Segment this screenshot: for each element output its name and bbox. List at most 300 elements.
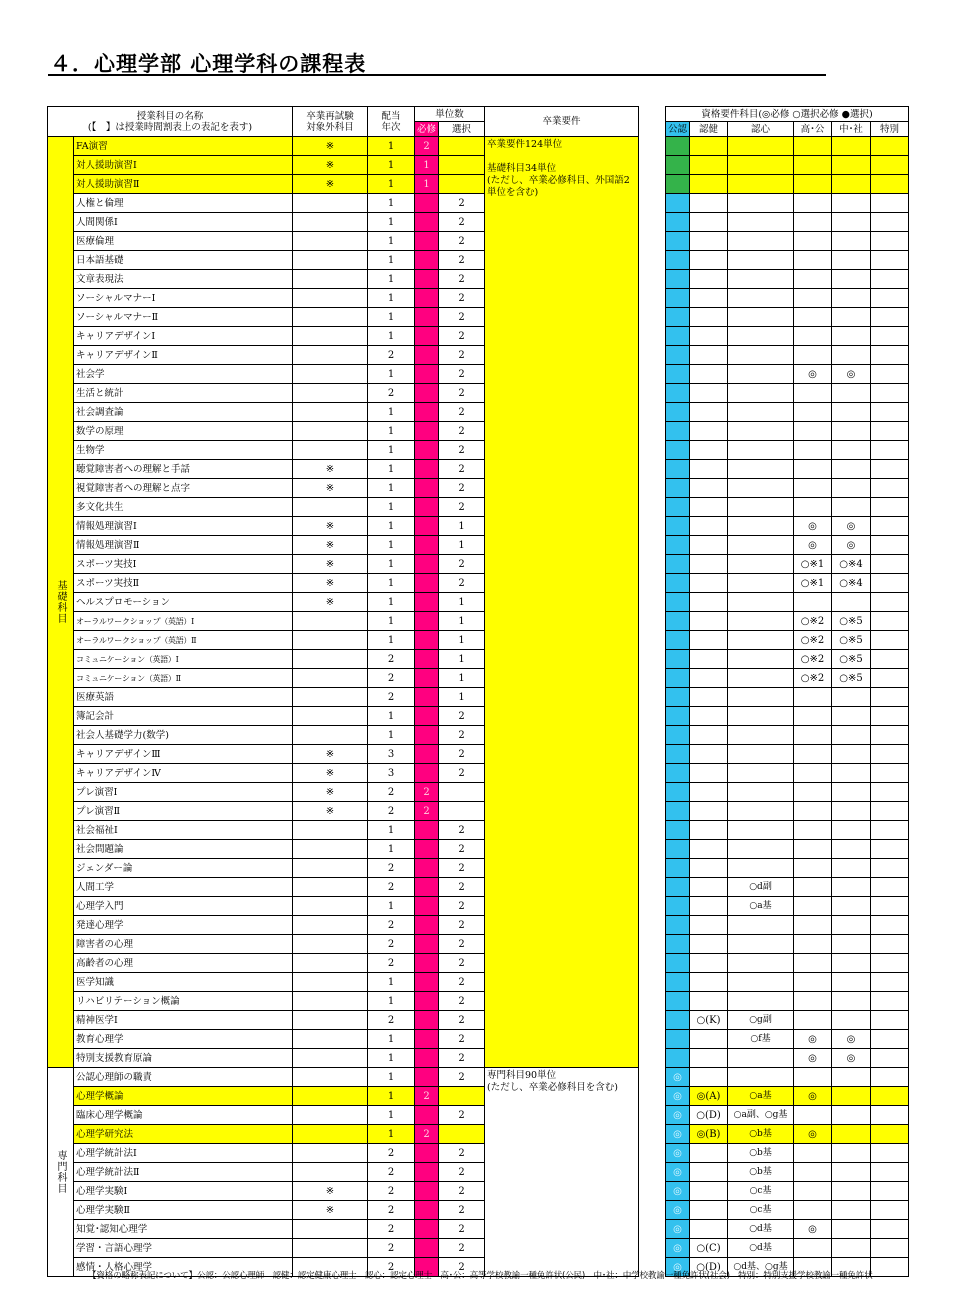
retest-mark <box>293 1220 368 1239</box>
retest-mark <box>293 213 368 232</box>
qual-cell <box>690 859 728 878</box>
year-value: 1 <box>368 422 415 441</box>
elective-credits <box>439 156 485 175</box>
qual-cell <box>728 422 794 441</box>
qual-row <box>666 1201 909 1220</box>
qual-cell <box>871 1182 909 1201</box>
qual-row <box>666 574 909 593</box>
retest-mark <box>293 631 368 650</box>
qual-cell <box>832 973 871 992</box>
required-credits <box>415 498 439 517</box>
qual-cell <box>871 802 909 821</box>
required-credits <box>415 1030 439 1049</box>
qual-cell <box>690 1163 728 1182</box>
qual-cell <box>666 840 690 859</box>
required-credits <box>415 688 439 707</box>
qual-cell <box>871 650 909 669</box>
qual-cell <box>666 479 690 498</box>
qual-cell <box>666 346 690 365</box>
qual-cell <box>666 897 690 916</box>
qual-cell <box>728 574 794 593</box>
qual-cell <box>690 650 728 669</box>
qual-cell <box>690 840 728 859</box>
qual-cell <box>666 650 690 669</box>
header-required: 必修 <box>415 122 439 137</box>
course-name: 対人援助演習Ⅱ <box>74 175 293 194</box>
qual-row <box>666 1239 909 1258</box>
qual-row <box>666 840 909 859</box>
qual-row <box>666 612 909 631</box>
elective-credits: 2 <box>439 403 485 422</box>
qual-cell <box>794 441 832 460</box>
qual-cell <box>871 422 909 441</box>
page-title: ４．心理学部 心理学科の課程表 <box>50 52 367 76</box>
qual-cell: ○d基 <box>728 1239 794 1258</box>
course-name: ヘルスプロモーション <box>74 593 293 612</box>
qual-cell: ◎ <box>666 1163 690 1182</box>
qual-cell <box>690 536 728 555</box>
qual-row <box>666 1049 909 1068</box>
qual-cell: ○a基 <box>728 1087 794 1106</box>
qual-cell <box>690 175 728 194</box>
qual-cell <box>690 574 728 593</box>
qual-cell <box>690 954 728 973</box>
qual-cell <box>690 384 728 403</box>
qual-cell <box>832 764 871 783</box>
year-value: 1 <box>368 308 415 327</box>
qual-cell: ○(C) <box>690 1239 728 1258</box>
required-credits <box>415 1106 439 1125</box>
qual-cell <box>666 270 690 289</box>
elective-credits: 2 <box>439 1011 485 1030</box>
course-name: FA演習 <box>74 137 293 156</box>
retest-mark: ※ <box>293 574 368 593</box>
course-name: プレ演習Ⅱ <box>74 802 293 821</box>
qual-cell <box>794 707 832 726</box>
title-underline <box>48 74 826 76</box>
qual-row <box>666 669 909 688</box>
course-name: 知覚･認知心理学 <box>74 1220 293 1239</box>
required-credits: 1 <box>415 175 439 194</box>
retest-mark: ※ <box>293 517 368 536</box>
retest-mark <box>293 270 368 289</box>
qual-cell <box>871 251 909 270</box>
qual-cell <box>690 783 728 802</box>
qual-cell <box>794 897 832 916</box>
elective-credits <box>439 1125 485 1144</box>
retest-mark: ※ <box>293 137 368 156</box>
qual-cell <box>871 1144 909 1163</box>
course-name: 生活と統計 <box>74 384 293 403</box>
qual-row <box>666 764 909 783</box>
elective-credits: 2 <box>439 479 485 498</box>
required-credits <box>415 1201 439 1220</box>
qual-cell <box>794 726 832 745</box>
qual-cell <box>690 1220 728 1239</box>
elective-credits: 2 <box>439 365 485 384</box>
course-name: キャリアデザインⅡ <box>74 346 293 365</box>
qual-cell <box>690 517 728 536</box>
qual-cell <box>690 1201 728 1220</box>
course-name: 生物学 <box>74 441 293 460</box>
qual-cell <box>690 764 728 783</box>
qual-cell <box>666 517 690 536</box>
qual-row <box>666 916 909 935</box>
qual-cell <box>871 1030 909 1049</box>
qual-cell <box>728 840 794 859</box>
qual-cell <box>871 745 909 764</box>
course-name: 人間関係Ⅰ <box>74 213 293 232</box>
year-value: 2 <box>368 878 415 897</box>
elective-credits: 2 <box>439 1220 485 1239</box>
qual-cell <box>871 1258 909 1277</box>
course-name: 数学の原理 <box>74 422 293 441</box>
qual-cell: ○g副 <box>728 1011 794 1030</box>
course-name: オーラルワークショップ（英語）Ⅰ <box>74 612 293 631</box>
retest-mark <box>293 498 368 517</box>
year-value: 1 <box>368 992 415 1011</box>
qual-cell <box>666 422 690 441</box>
qual-cell: ○※5 <box>832 650 871 669</box>
course-name: 文章表現法 <box>74 270 293 289</box>
elective-credits: 2 <box>439 308 485 327</box>
qual-cell <box>690 1144 728 1163</box>
year-value: 3 <box>368 764 415 783</box>
elective-credits: 2 <box>439 745 485 764</box>
qual-cell <box>728 270 794 289</box>
qual-cell <box>832 194 871 213</box>
required-credits <box>415 517 439 536</box>
course-name: コミュニケーション（英語）Ⅰ <box>74 650 293 669</box>
course-name: リハビリテーション概論 <box>74 992 293 1011</box>
qual-cell <box>728 327 794 346</box>
qual-cell <box>728 821 794 840</box>
qual-cell <box>690 479 728 498</box>
year-value: 1 <box>368 593 415 612</box>
retest-mark <box>293 1011 368 1030</box>
qual-cell <box>690 156 728 175</box>
retest-mark <box>293 422 368 441</box>
year-value: 1 <box>368 441 415 460</box>
elective-credits: 2 <box>439 1201 485 1220</box>
qual-cell: ○b基 <box>728 1163 794 1182</box>
course-name: 社会人基礎学力(数学) <box>74 726 293 745</box>
qual-cell <box>832 1125 871 1144</box>
qual-cell <box>832 156 871 175</box>
required-credits <box>415 1011 439 1030</box>
course-name: 視覚障害者への理解と点字 <box>74 479 293 498</box>
elective-credits: 1 <box>439 517 485 536</box>
header-elective: 選択 <box>439 122 485 137</box>
elective-credits: 2 <box>439 1106 485 1125</box>
qual-cell <box>728 365 794 384</box>
elective-credits: 2 <box>439 422 485 441</box>
grad-requirement-major: 専門科目90単位 (ただし、卒業必修科目を含む) <box>485 1068 639 1277</box>
retest-mark <box>293 878 368 897</box>
qual-cell <box>666 593 690 612</box>
qual-row <box>666 270 909 289</box>
qual-cell <box>666 669 690 688</box>
qual-cell <box>794 992 832 1011</box>
elective-credits: 1 <box>439 688 485 707</box>
qual-cell <box>794 821 832 840</box>
year-value: 1 <box>368 821 415 840</box>
elective-credits: 2 <box>439 935 485 954</box>
qual-cell <box>690 251 728 270</box>
elective-credits: 2 <box>439 384 485 403</box>
qual-cell: ○※4 <box>832 555 871 574</box>
course-name: ジェンダー論 <box>74 859 293 878</box>
required-credits <box>415 308 439 327</box>
qual-cell <box>794 802 832 821</box>
qual-cell <box>728 1049 794 1068</box>
qual-cell <box>728 783 794 802</box>
qual-cell <box>871 346 909 365</box>
qual-cell <box>871 137 909 156</box>
qual-cell <box>871 764 909 783</box>
qual-cell <box>871 859 909 878</box>
qual-cell <box>794 403 832 422</box>
retest-mark <box>293 897 368 916</box>
qual-cell <box>728 745 794 764</box>
qual-cell <box>871 783 909 802</box>
required-credits <box>415 631 439 650</box>
required-credits <box>415 403 439 422</box>
qual-cell <box>794 935 832 954</box>
elective-credits: 2 <box>439 1182 485 1201</box>
required-credits <box>415 612 439 631</box>
required-credits <box>415 726 439 745</box>
qual-cell <box>666 878 690 897</box>
qual-cell: ◎ <box>794 1087 832 1106</box>
qual-cell: ○(D) <box>690 1258 728 1277</box>
qual-row <box>666 859 909 878</box>
retest-mark <box>293 859 368 878</box>
qual-cell: ○(D) <box>690 1106 728 1125</box>
qual-cell <box>871 593 909 612</box>
year-value: 1 <box>368 213 415 232</box>
required-credits <box>415 289 439 308</box>
qual-cell <box>832 726 871 745</box>
qual-cell <box>871 916 909 935</box>
qual-cell <box>794 1011 832 1030</box>
course-name: オーラルワークショップ（英語）Ⅱ <box>74 631 293 650</box>
qual-cell <box>794 232 832 251</box>
year-value: 1 <box>368 194 415 213</box>
retest-mark <box>293 365 368 384</box>
qual-cell <box>690 688 728 707</box>
elective-credits: 2 <box>439 821 485 840</box>
course-name: 人間工学 <box>74 878 293 897</box>
qual-cell <box>728 802 794 821</box>
course-name: 多文化共生 <box>74 498 293 517</box>
year-value: 1 <box>368 1068 415 1087</box>
year-value: 1 <box>368 726 415 745</box>
qual-cell: ○a副、○g基 <box>728 1106 794 1125</box>
course-name: 医療英語 <box>74 688 293 707</box>
qual-cell: ◎ <box>666 1106 690 1125</box>
qual-cell: ◎ <box>794 536 832 555</box>
qual-row <box>666 745 909 764</box>
qual-cell <box>690 194 728 213</box>
qual-cell <box>728 289 794 308</box>
retest-mark: ※ <box>293 593 368 612</box>
qual-cell <box>666 992 690 1011</box>
qual-row <box>666 992 909 1011</box>
course-name: 臨床心理学概論 <box>74 1106 293 1125</box>
header-qual-2: 認心 <box>728 122 794 137</box>
qual-cell <box>832 1163 871 1182</box>
qual-cell: ○※5 <box>832 631 871 650</box>
table-row <box>48 1068 639 1087</box>
qual-row <box>666 973 909 992</box>
qual-cell: ◎ <box>832 1049 871 1068</box>
qual-row <box>666 403 909 422</box>
year-value: 1 <box>368 555 415 574</box>
course-name: 医学知識 <box>74 973 293 992</box>
course-name: 心理学実験Ⅰ <box>74 1182 293 1201</box>
qual-row <box>666 1011 909 1030</box>
qual-cell <box>832 916 871 935</box>
qual-cell <box>794 1201 832 1220</box>
required-credits <box>415 1068 439 1087</box>
qual-cell <box>728 498 794 517</box>
course-name: スポーツ実技Ⅱ <box>74 574 293 593</box>
header-credits: 単位数 <box>415 107 485 122</box>
qual-cell <box>666 1011 690 1030</box>
required-credits <box>415 327 439 346</box>
year-value: 1 <box>368 1049 415 1068</box>
qual-cell <box>666 232 690 251</box>
qual-row <box>666 156 909 175</box>
retest-mark: ※ <box>293 1182 368 1201</box>
required-credits <box>415 441 439 460</box>
qual-cell <box>871 992 909 1011</box>
year-value: 2 <box>368 1144 415 1163</box>
qual-cell <box>794 1144 832 1163</box>
qual-cell <box>666 802 690 821</box>
qual-cell <box>666 916 690 935</box>
year-value: 2 <box>368 669 415 688</box>
course-name: 社会福祉Ⅰ <box>74 821 293 840</box>
course-name: キャリアデザインⅣ <box>74 764 293 783</box>
year-value: 1 <box>368 840 415 859</box>
qual-cell <box>728 213 794 232</box>
retest-mark <box>293 669 368 688</box>
required-credits <box>415 574 439 593</box>
retest-mark <box>293 916 368 935</box>
retest-mark <box>293 327 368 346</box>
qual-cell <box>690 422 728 441</box>
qual-cell <box>728 555 794 574</box>
elective-credits: 2 <box>439 840 485 859</box>
required-credits: 2 <box>415 1125 439 1144</box>
required-credits <box>415 916 439 935</box>
qual-cell <box>832 688 871 707</box>
retest-mark <box>293 441 368 460</box>
qual-cell <box>832 479 871 498</box>
qual-cell <box>690 270 728 289</box>
required-credits <box>415 1220 439 1239</box>
qual-cell <box>832 1144 871 1163</box>
elective-credits: 2 <box>439 232 485 251</box>
qual-cell <box>794 859 832 878</box>
required-credits <box>415 764 439 783</box>
required-credits: 2 <box>415 783 439 802</box>
required-credits <box>415 1163 439 1182</box>
qual-cell <box>871 384 909 403</box>
qual-cell: ○d基 <box>728 1220 794 1239</box>
qual-cell: ◎ <box>832 365 871 384</box>
required-credits <box>415 650 439 669</box>
course-name: 心理学研究法 <box>74 1125 293 1144</box>
qual-cell: ◎ <box>666 1125 690 1144</box>
qual-cell <box>871 1087 909 1106</box>
qual-cell <box>728 479 794 498</box>
qual-cell <box>794 175 832 194</box>
qual-cell <box>832 1201 871 1220</box>
qual-cell <box>666 137 690 156</box>
retest-mark <box>293 1106 368 1125</box>
course-name: 社会調査論 <box>74 403 293 422</box>
qual-row <box>666 365 909 384</box>
qual-cell <box>794 745 832 764</box>
qual-cell <box>794 251 832 270</box>
elective-credits: 2 <box>439 707 485 726</box>
qual-cell <box>690 441 728 460</box>
elective-credits: 2 <box>439 1163 485 1182</box>
qual-cell <box>794 156 832 175</box>
qual-cell: ○d基、○g基 <box>728 1258 794 1277</box>
year-value: 1 <box>368 289 415 308</box>
retest-mark: ※ <box>293 479 368 498</box>
required-credits <box>415 365 439 384</box>
retest-mark <box>293 384 368 403</box>
retest-mark <box>293 973 368 992</box>
year-value: 2 <box>368 916 415 935</box>
qual-cell <box>871 954 909 973</box>
qual-cell <box>794 270 832 289</box>
qual-row <box>666 1030 909 1049</box>
elective-credits: 1 <box>439 650 485 669</box>
qual-cell <box>690 346 728 365</box>
year-value: 1 <box>368 232 415 251</box>
qual-cell: ◎ <box>666 1144 690 1163</box>
qual-cell <box>666 441 690 460</box>
qual-cell <box>794 916 832 935</box>
course-name: 心理学統計法Ⅰ <box>74 1144 293 1163</box>
qual-cell <box>794 460 832 479</box>
qual-cell <box>871 175 909 194</box>
qual-cell <box>794 764 832 783</box>
qual-cell <box>666 289 690 308</box>
qual-cell <box>871 688 909 707</box>
elective-credits: 2 <box>439 764 485 783</box>
qual-cell <box>728 916 794 935</box>
qual-cell <box>690 593 728 612</box>
qual-cell: ○b基 <box>728 1144 794 1163</box>
header-qual-1: 認健 <box>690 122 728 137</box>
retest-mark <box>293 726 368 745</box>
qual-cell <box>794 384 832 403</box>
elective-credits: 2 <box>439 1258 485 1277</box>
qual-cell <box>690 878 728 897</box>
qual-cell <box>832 783 871 802</box>
qual-cell: ◎ <box>666 1201 690 1220</box>
qual-cell <box>794 422 832 441</box>
qual-cell <box>794 954 832 973</box>
qual-cell <box>728 441 794 460</box>
